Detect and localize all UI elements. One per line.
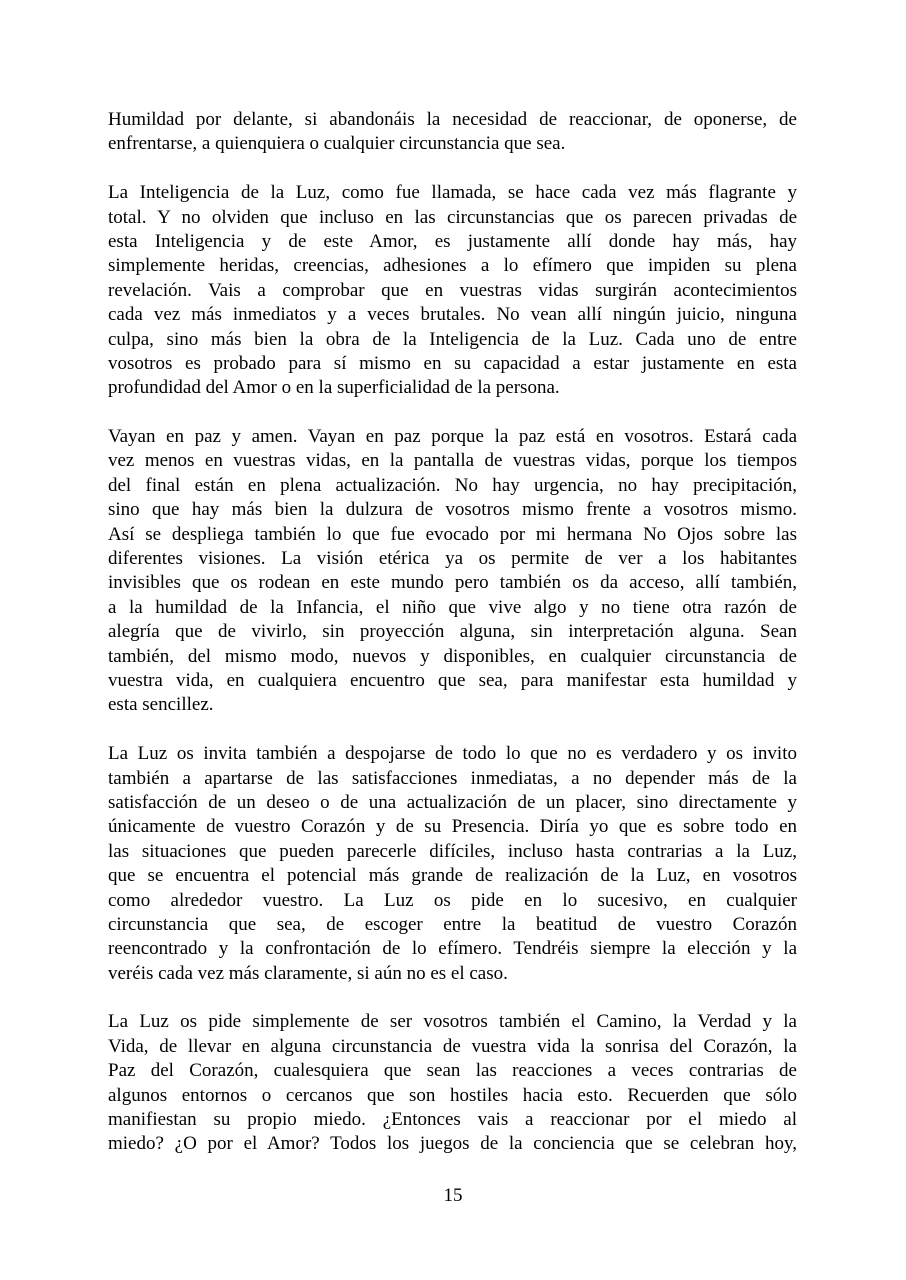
paragraph: [108, 425, 797, 718]
text-line: manifiestan su propio miedo. ¿Entonces vais a reaccionar por el miedo al: [108, 1109, 797, 1131]
text-line: vuestra vida, en cualquiera encuentro que sea, para manifestar esta humildad y: [108, 669, 797, 691]
text-line: profundidad del Amor o en la superficialidad de la persona.: [108, 377, 560, 399]
text-line: esta sencillez.: [108, 694, 214, 716]
text-line: Así se despliega también lo que fue evocado por mi hermana No Ojos sobre las: [108, 523, 797, 545]
paragraph: [108, 181, 797, 401]
text-line: reencontrado y la confrontación de lo efímero. Tendréis siempre la elección y la: [108, 938, 797, 960]
text-line: Vayan en paz y amen. Vayan en paz porque la paz está en vosotros. Estará cada: [108, 426, 797, 448]
text-line: sino que hay más bien la dulzura de vosotros mismo frente a vosotros mismo.: [108, 499, 797, 521]
text-line: esta Inteligencia y de este Amor, es justamente allí donde hay más, hay: [108, 230, 797, 252]
text-line: enfrentarse, a quienquiera o cualquier circunstancia que sea.: [108, 133, 566, 155]
text-line: también, del mismo modo, nuevos y disponibles, en cualquier circunstancia de: [108, 645, 797, 667]
paragraph: [108, 1010, 797, 1156]
text-line: revelación. Vais a comprobar que en vuestras vidas surgirán acontecimientos: [108, 279, 797, 301]
text-line: simplemente heridas, creencias, adhesiones a lo efímero que impiden su plena: [108, 255, 797, 277]
text-line: La Inteligencia de la Luz, como fue llamada, se hace cada vez más flagrante y: [108, 182, 797, 204]
text-line: Vida, de llevar en alguna circunstancia de vuestra vida la sonrisa del Corazón, la: [108, 1035, 797, 1057]
text-line: como alrededor vuestro. La Luz os pide en lo sucesivo, en cualquier: [108, 889, 797, 911]
text-line: también a apartarse de las satisfacciones inmediatas, a no depender más de la: [108, 767, 797, 789]
text-line: Humildad por delante, si abandonáis la necesidad de reaccionar, de oponerse, de: [108, 109, 797, 130]
text-line: circunstancia que sea, de escoger entre la beatitud de vuestro Corazón: [108, 913, 797, 935]
text-line: La Luz os invita también a despojarse de todo lo que no es verdadero y os invito: [108, 743, 797, 765]
page-number: 15: [443, 1185, 463, 1206]
paragraph: [108, 108, 797, 157]
text-line: vez menos en vuestras vidas, en la pantalla de vuestras vidas, porque los tiempos: [108, 450, 797, 472]
text-line: diferentes visiones. La visión etérica ya os permite de ver a los habitantes: [108, 548, 797, 570]
text-line: satisfacción de un deseo o de una actualización de un placer, sino directamente y: [108, 791, 797, 813]
text-line: Paz del Corazón, cualesquiera que sean las reacciones a veces contrarias de: [108, 1060, 797, 1082]
text-line: La Luz os pide simplemente de ser vosotros también el Camino, la Verdad y la: [108, 1011, 797, 1033]
text-line: vosotros es probado para sí mismo en su capacidad a estar justamente en esta: [108, 352, 797, 374]
text-line: únicamente de vuestro Corazón y de su Presencia. Diría yo que es sobre todo en: [108, 816, 797, 838]
text-line: que se encuentra el potencial más grande de realización de la Luz, en vosotros: [108, 865, 797, 887]
text-line: del final están en plena actualización. No hay urgencia, no hay precipitación,: [108, 474, 797, 496]
text-line: las situaciones que pueden parecerle difíciles, incluso hasta contrarias a la Luz,: [108, 840, 797, 862]
text-line: miedo? ¿O por el Amor? Todos los juegos de la conciencia que se celebran hoy,: [108, 1133, 797, 1155]
text-line: algunos entornos o cercanos que son hostiles hacia esto. Recuerden que sólo: [108, 1084, 797, 1106]
text-line: invisibles que os rodean en este mundo pero también os da acceso, allí también,: [108, 572, 797, 594]
document-body: [108, 108, 797, 1181]
paragraph: [108, 742, 797, 986]
text-line: a la humildad de la Infancia, el niño que vive algo y no tiene otra razón de: [108, 596, 797, 618]
text-line: veréis cada vez más claramente, si aún no es el caso.: [108, 962, 508, 984]
text-line: culpa, sino más bien la obra de la Inteligencia de la Luz. Cada uno de entre: [108, 328, 797, 350]
text-line: total. Y no olviden que incluso en las circunstancias que os parecen privadas de: [108, 206, 797, 228]
text-line: cada vez más inmediatos y a veces brutales. No vean allí ningún juicio, ninguna: [108, 304, 797, 326]
text-line: alegría que de vivirlo, sin proyección alguna, sin interpretación alguna. Sean: [108, 621, 797, 643]
